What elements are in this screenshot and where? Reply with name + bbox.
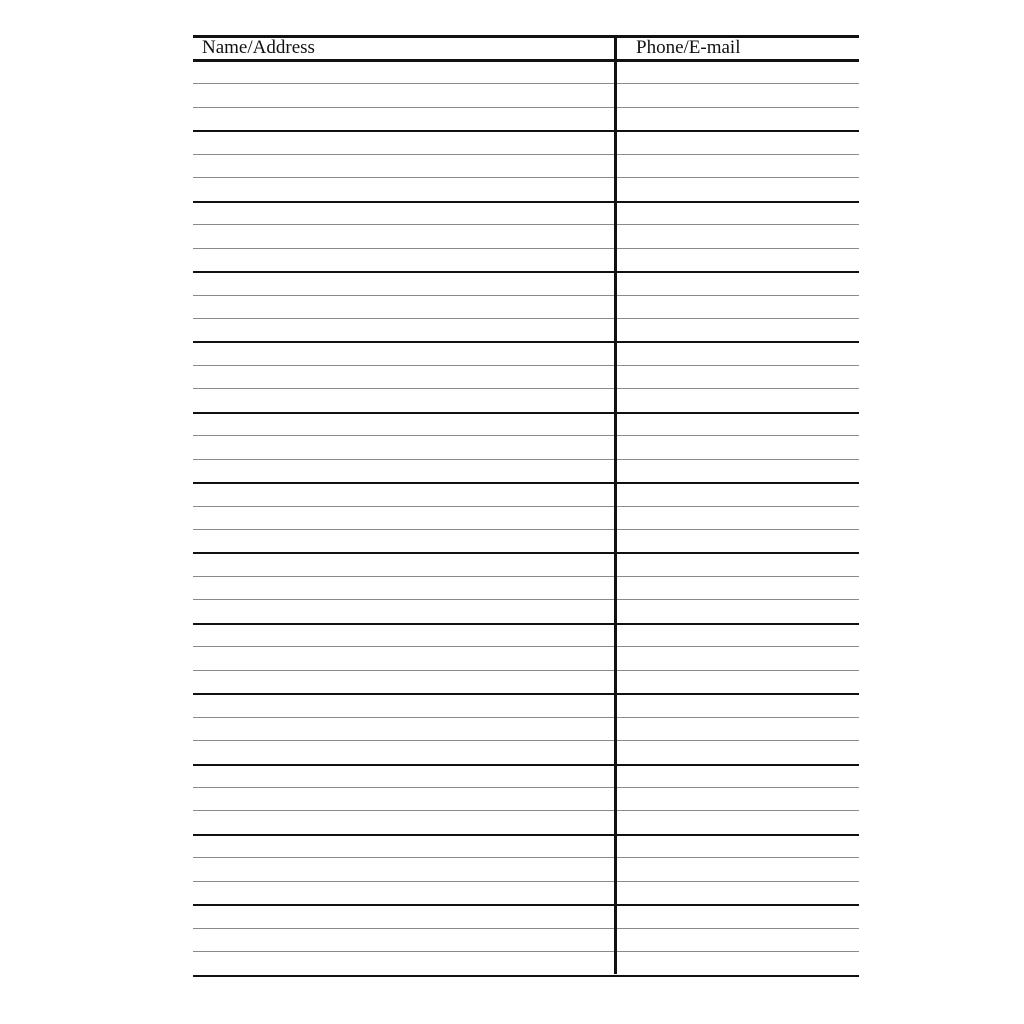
writing-line bbox=[193, 177, 859, 178]
entry-separator-rule bbox=[193, 482, 859, 484]
header-rule bbox=[193, 59, 859, 62]
writing-line bbox=[193, 646, 859, 647]
entry-separator-rule bbox=[193, 412, 859, 414]
column-divider bbox=[614, 35, 617, 974]
address-book-sheet bbox=[193, 35, 859, 974]
entry-separator-rule bbox=[193, 764, 859, 766]
writing-line bbox=[193, 435, 859, 436]
writing-line bbox=[193, 670, 859, 671]
writing-line bbox=[193, 717, 859, 718]
entry-separator-rule bbox=[193, 904, 859, 906]
writing-line bbox=[193, 857, 859, 858]
writing-line bbox=[193, 248, 859, 249]
writing-line bbox=[193, 599, 859, 600]
writing-line bbox=[193, 928, 859, 929]
entry-separator-rule bbox=[193, 693, 859, 695]
writing-line bbox=[193, 740, 859, 741]
entry-separator-rule bbox=[193, 341, 859, 343]
writing-line bbox=[193, 154, 859, 155]
entry-separator-rule bbox=[193, 201, 859, 203]
column-header-name-address: Name/Address bbox=[202, 37, 315, 58]
writing-line bbox=[193, 506, 859, 507]
entry-separator-rule bbox=[193, 975, 859, 977]
writing-line bbox=[193, 881, 859, 882]
writing-line bbox=[193, 459, 859, 460]
entry-separator-rule bbox=[193, 130, 859, 132]
column-header-phone-email: Phone/E-mail bbox=[636, 37, 741, 58]
entry-separator-rule bbox=[193, 271, 859, 273]
entry-separator-rule bbox=[193, 552, 859, 554]
writing-line bbox=[193, 787, 859, 788]
writing-line bbox=[193, 576, 859, 577]
writing-line bbox=[193, 83, 859, 84]
writing-line bbox=[193, 388, 859, 389]
entry-separator-rule bbox=[193, 834, 859, 836]
entry-separator-rule bbox=[193, 623, 859, 625]
writing-line bbox=[193, 107, 859, 108]
writing-line bbox=[193, 810, 859, 811]
writing-line bbox=[193, 365, 859, 366]
writing-line bbox=[193, 529, 859, 530]
writing-line bbox=[193, 951, 859, 952]
writing-line bbox=[193, 224, 859, 225]
writing-line bbox=[193, 318, 859, 319]
writing-line bbox=[193, 295, 859, 296]
